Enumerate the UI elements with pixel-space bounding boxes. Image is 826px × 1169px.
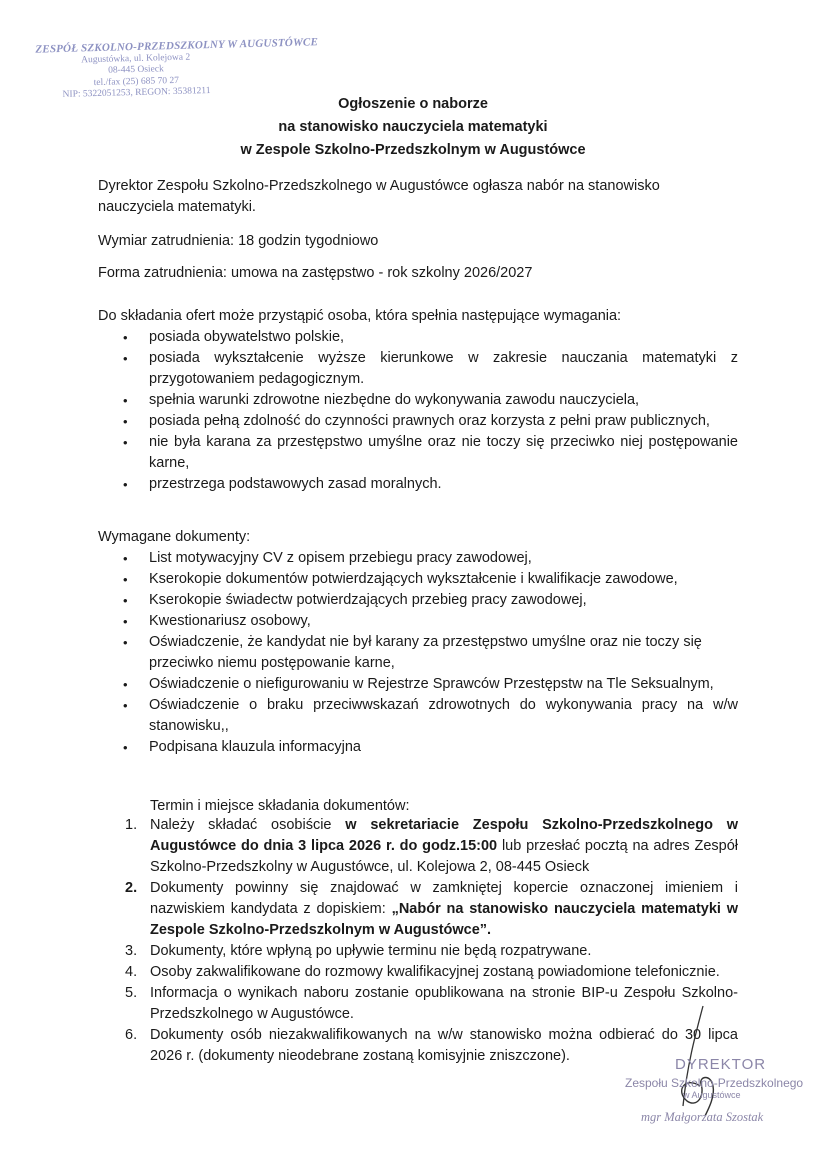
terms-heading: Termin i miejsce składania dokumentów: bbox=[150, 798, 410, 814]
requirement-item: • posiada wykształcenie wyższe kierunkowe w zakresie nauczania matematyki z przygotowaniem pedagogicznym. bbox=[98, 348, 738, 390]
stamp-place: w Augustówce bbox=[683, 1090, 741, 1100]
term-number: 5. bbox=[125, 985, 138, 1001]
term-item bbox=[98, 962, 738, 983]
document-item: • Kserokopie świadectw potwierdzających przebieg pracy zawodowej, bbox=[98, 590, 738, 611]
document-item: • Kserokopie dokumentów potwierdzających wykształcenie i kwalifikacje zawodowe, bbox=[98, 569, 738, 590]
term-text: Dokumenty osób niezakwalifikowanych na w/w stanowisko można odbierać do 30 lipca 2026 r. (dokumenty nieodebrane zostaną komisyjnie zniszczone). bbox=[150, 1027, 738, 1064]
requirement-item: • spełnia warunki zdrowotne niezbędne do wykonywania zawodu nauczyciela, bbox=[98, 390, 738, 411]
documents-list bbox=[98, 548, 738, 758]
employment-form: Forma zatrudnienia: umowa na zastępstwo - rok szkolny 2026/2027 bbox=[98, 265, 533, 281]
term-number: 4. bbox=[125, 964, 138, 980]
intro-paragraph bbox=[98, 176, 738, 218]
requirement-item: • posiada obywatelstwo polskie, bbox=[98, 327, 738, 348]
requirement-item: • przestrzega podstawowych zasad moralnych. bbox=[98, 474, 738, 495]
stamp-address: Augustówka, ul. Kolejowa 2 bbox=[81, 52, 191, 65]
stamp-city: 08-445 Osieck bbox=[108, 64, 164, 76]
requirements-list bbox=[98, 327, 738, 495]
term-text: Informacja o wynikach naboru zostanie opublikowana na stronie BIP-u Zespołu Szkolno-Przedszkolnego w Augustówce. bbox=[150, 985, 738, 1022]
term-item bbox=[98, 1025, 738, 1067]
stamp-ids: NIP: 5322051253, REGON: 35381211 bbox=[62, 86, 211, 100]
term-number: 1. bbox=[125, 817, 138, 833]
term-item bbox=[98, 878, 738, 941]
term-text: lub przesłać pocztą na adres Zespół Szkolno-Przedszkolny w Augustówce, ul. Kolejowa 2, 08-445 Osieck bbox=[150, 838, 738, 875]
stamp-name: ZESPÓŁ SZKOLNO-PRZEDSZKOLNY W AUGUSTÓWCE bbox=[35, 36, 319, 56]
document-item: • Oświadczenie, że kandydat nie był karany za przestępstwo umyślne oraz nie toczy się przeciwko niemu postępowanie karne, bbox=[98, 632, 738, 674]
term-bold-text: „Nabór na stanowisko nauczyciela matematyki w Zespole Szkolno-Przedszkolnym w Augustówce”. bbox=[150, 901, 738, 938]
announcement-title bbox=[100, 93, 726, 162]
intro-line-2: nauczyciela matematyki. bbox=[98, 199, 256, 215]
requirement-item: • posiada pełną zdolność do czynności prawnych oraz korzysta z pełni praw publicznych, bbox=[98, 411, 738, 432]
term-text: Osoby zakwalifikowane do rozmowy kwalifikacyjnej zostaną powiadomione telefonicznie. bbox=[150, 964, 720, 980]
term-number: 2. bbox=[125, 880, 138, 896]
requirement-item: • nie była karana za przestępstwo umyślne oraz nie toczy się przeciwko niej postępowanie karne, bbox=[98, 432, 738, 474]
intro-line-1: Dyrektor Zespołu Szkolno-Przedszkolnego w Augustówce ogłasza nabór na stanowisko bbox=[98, 178, 660, 194]
stamp-organization: Zespołu Szkolno-Przedszkolnego bbox=[625, 1076, 804, 1090]
terms-list bbox=[98, 815, 738, 1067]
document-item: • List motywacyjny CV z opisem przebiegu pracy zawodowej, bbox=[98, 548, 738, 569]
term-text: Dokumenty, które wpłyną po upływie terminu nie będą rozpatrywane. bbox=[150, 943, 592, 959]
term-item bbox=[98, 941, 738, 962]
stamp-phone: tel./fax (25) 685 70 27 bbox=[93, 75, 180, 88]
term-number: 3. bbox=[125, 943, 138, 959]
stamp-director-name: mgr Małgorzata Szostak bbox=[641, 1110, 764, 1124]
title-line-1: Ogłoszenie o naborze bbox=[338, 96, 488, 112]
document-item: • Kwestionariusz osobowy, bbox=[98, 611, 738, 632]
document-item: • Podpisana klauzula informacyjna bbox=[98, 737, 738, 758]
employment-hours: Wymiar zatrudnienia: 18 godzin tygodniowo bbox=[98, 233, 379, 249]
term-item bbox=[98, 815, 738, 878]
document-item: • Oświadczenie o niefigurowaniu w Rejestrze Sprawców Przestępstw na Tle Seksualnym, bbox=[98, 674, 738, 695]
title-line-2: na stanowisko nauczyciela matematyki bbox=[278, 119, 548, 135]
document-item: • Oświadczenie o braku przeciwwskazań zdrowotnych do wykonywania pracy na w/w stanowisku,, bbox=[98, 695, 738, 737]
title-line-3: w Zespole Szkolno-Przedszkolnym w Augustówce bbox=[240, 142, 586, 158]
term-text: Dokumenty powinny się znajdować w zamkniętej kopercie oznaczonej imieniem i nazwiskiem kandydata z dopiskiem: bbox=[150, 880, 738, 917]
stamp-role: DYREKTOR bbox=[675, 1056, 767, 1073]
documents-heading: Wymagane dokumenty: bbox=[98, 529, 251, 545]
term-bold-text: w sekretariacie Zespołu Szkolno-Przedszkolnego w Augustówce do dnia 3 lipca 2026 r. do godz.15:00 bbox=[150, 817, 738, 854]
requirements-heading: Do składania ofert może przystąpić osoba, która spełnia następujące wymagania: bbox=[98, 308, 622, 324]
term-number: 6. bbox=[125, 1027, 138, 1043]
term-item bbox=[98, 983, 738, 1025]
term-text: Należy składać osobiście bbox=[150, 817, 346, 833]
